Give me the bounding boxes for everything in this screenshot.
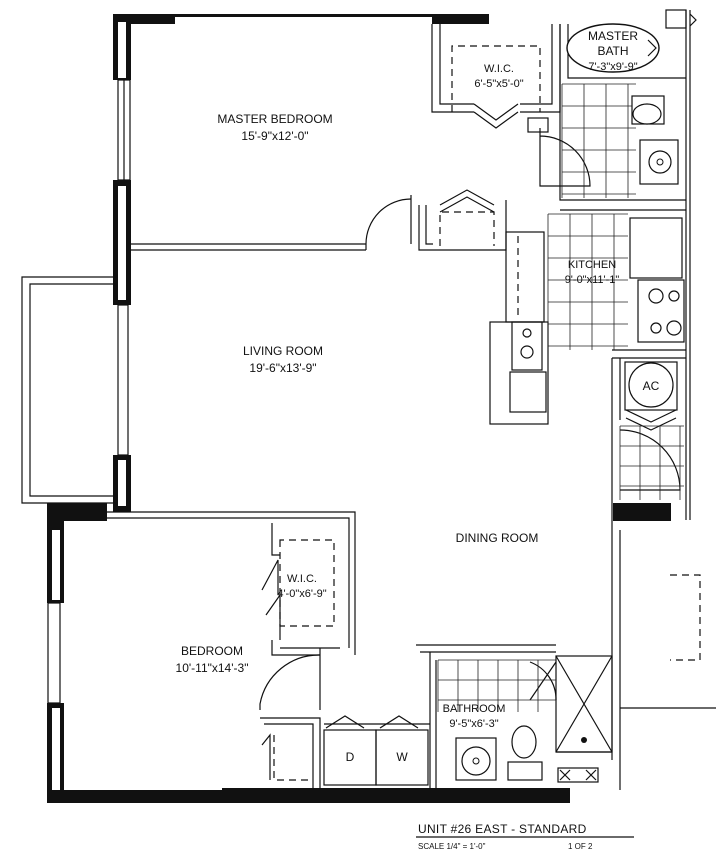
bedroom-wic-name: W.I.C. [287,573,317,585]
title-block [416,822,634,851]
unit-title: UNIT #26 EAST - STANDARD [418,822,587,836]
washer-label: W [396,750,408,764]
bathroom-name: BATHROOM [442,703,506,715]
living-room-dims: 19'-6"x13'-9" [249,361,317,375]
master-bath-name-2: BATH [597,44,629,58]
master-bedroom-name: MASTER BEDROOM [217,112,333,126]
exterior-marker [558,14,696,782]
master-wic-dims: 6'-5"x5'-0" [474,78,524,90]
bathroom-dims: 9'-5"x6'-3" [449,718,499,730]
bedroom-name: BEDROOM [180,644,244,658]
master-bath-tile-floor [562,84,636,198]
interior-walls [107,24,716,790]
master-wic-name: W.I.C. [484,63,514,75]
kitchen-name: KITCHEN [567,259,617,271]
bedroom-dims: 10'-11"x14'-3" [175,661,249,675]
exterior-walls [22,10,690,803]
kitchen-dims: 9'-0"x11'-1" [564,274,620,286]
shower-drain-icon [581,737,587,743]
master-bath-name-1: MASTER [587,29,639,43]
dryer-label: D [345,750,355,764]
toilet-icon [633,104,661,124]
ac-label: AC [642,379,660,393]
room-labels [176,29,660,764]
scale-note: SCALE 1/4" = 1'-0" [418,842,486,851]
dining-room-name: DINING ROOM [455,531,539,545]
bedroom-wic-dims: 4'-0"x6'-9" [277,588,327,600]
sheet-number: 1 OF 2 [568,842,593,851]
toilet-icon [512,726,536,758]
master-bath-dims: 7'-3"x9'-9" [588,61,638,73]
living-room-name: LIVING ROOM [242,344,324,358]
master-bedroom-dims: 15'-9"x12'-0" [241,129,309,143]
